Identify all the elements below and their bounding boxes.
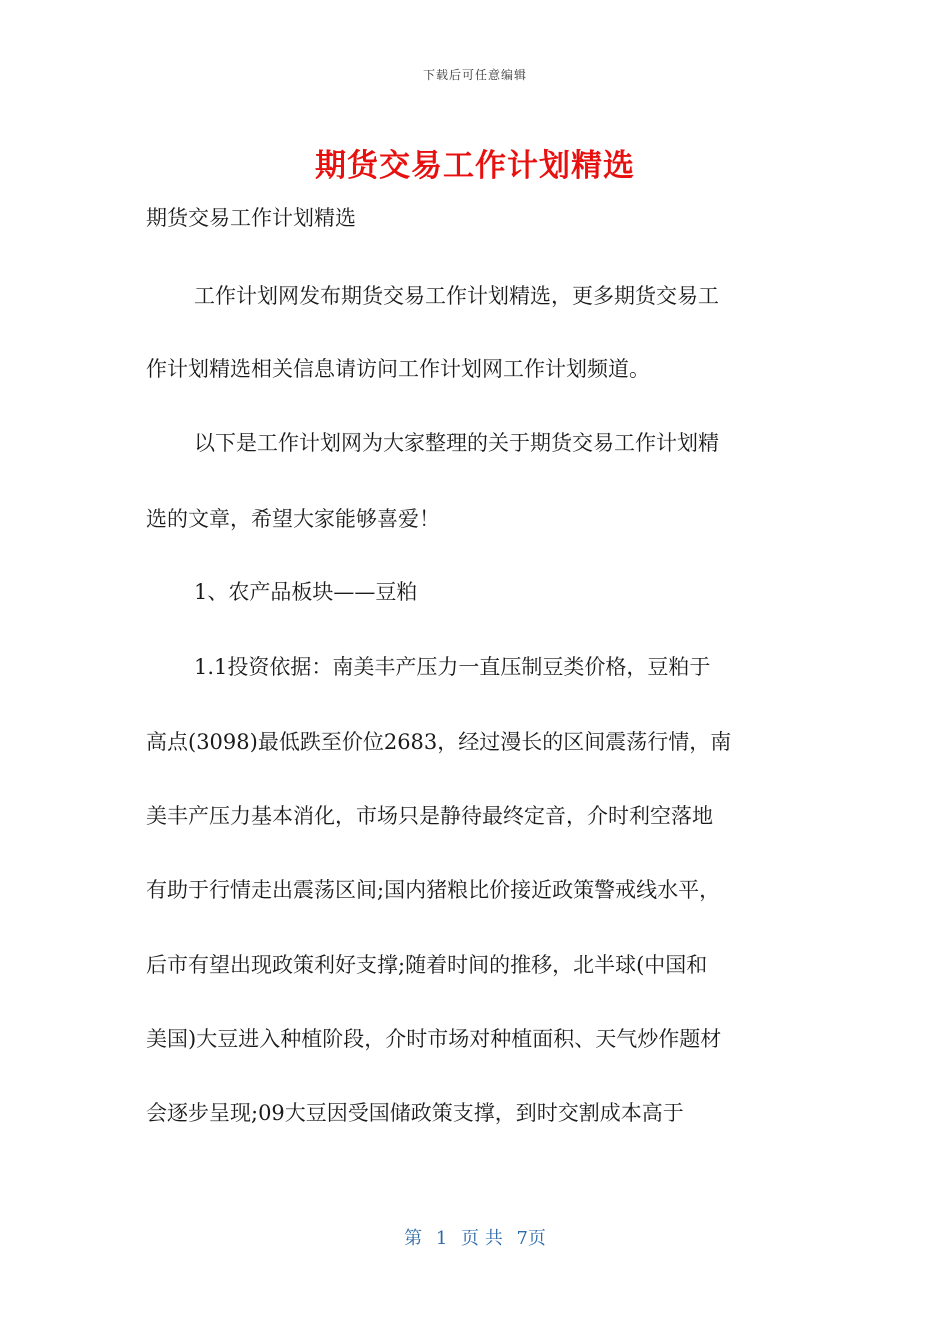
body-line: 作计划精选相关信息请访问工作计划网工作计划频道。 [146,357,650,381]
body-line: 1、农产品板块——豆粕 [194,580,418,604]
body-line: 美国)大豆进入种植阶段，介时市场对种植面积、天气炒作题材 [146,1027,722,1051]
footer-page-number: 1 [435,1228,448,1249]
body-line: 后市有望出现政策利好支撑;随着时间的推移，北半球(中国和 [146,953,708,977]
body-line: 选的文章，希望大家能够喜爱！ [146,507,440,531]
body-line: 美丰产压力基本消化，市场只是静待最终定音，介时利空落地 [146,804,713,828]
body-line: 期货交易工作计划精选 [146,206,356,230]
document-title: 期货交易工作计划精选 [315,148,635,184]
footer-total-pages: 7页 [516,1228,546,1249]
body-line: 会逐步呈现;09大豆因受国储政策支撑，到时交割成本高于 [146,1101,684,1125]
body-line: 以下是工作计划网为大家整理的关于期货交易工作计划精 [194,431,719,455]
body-line: 高点(3098)最低跌至价位2683，经过漫长的区间震荡行情，南 [146,730,732,754]
page-footer [0,1224,950,1250]
footer-prefix: 第 [404,1228,423,1249]
body-line: 有助于行情走出震荡区间;国内猪粮比价接近政策警戒线水平， [146,878,721,902]
header-note: 下载后可任意编辑 [422,68,527,82]
body-line: 1.1投资依据：南美丰产压力一直压制豆类价格，豆粕于 [194,655,711,679]
footer-mid: 页 共 [461,1228,503,1249]
body-line: 工作计划网发布期货交易工作计划精选，更多期货交易工 [194,284,719,308]
